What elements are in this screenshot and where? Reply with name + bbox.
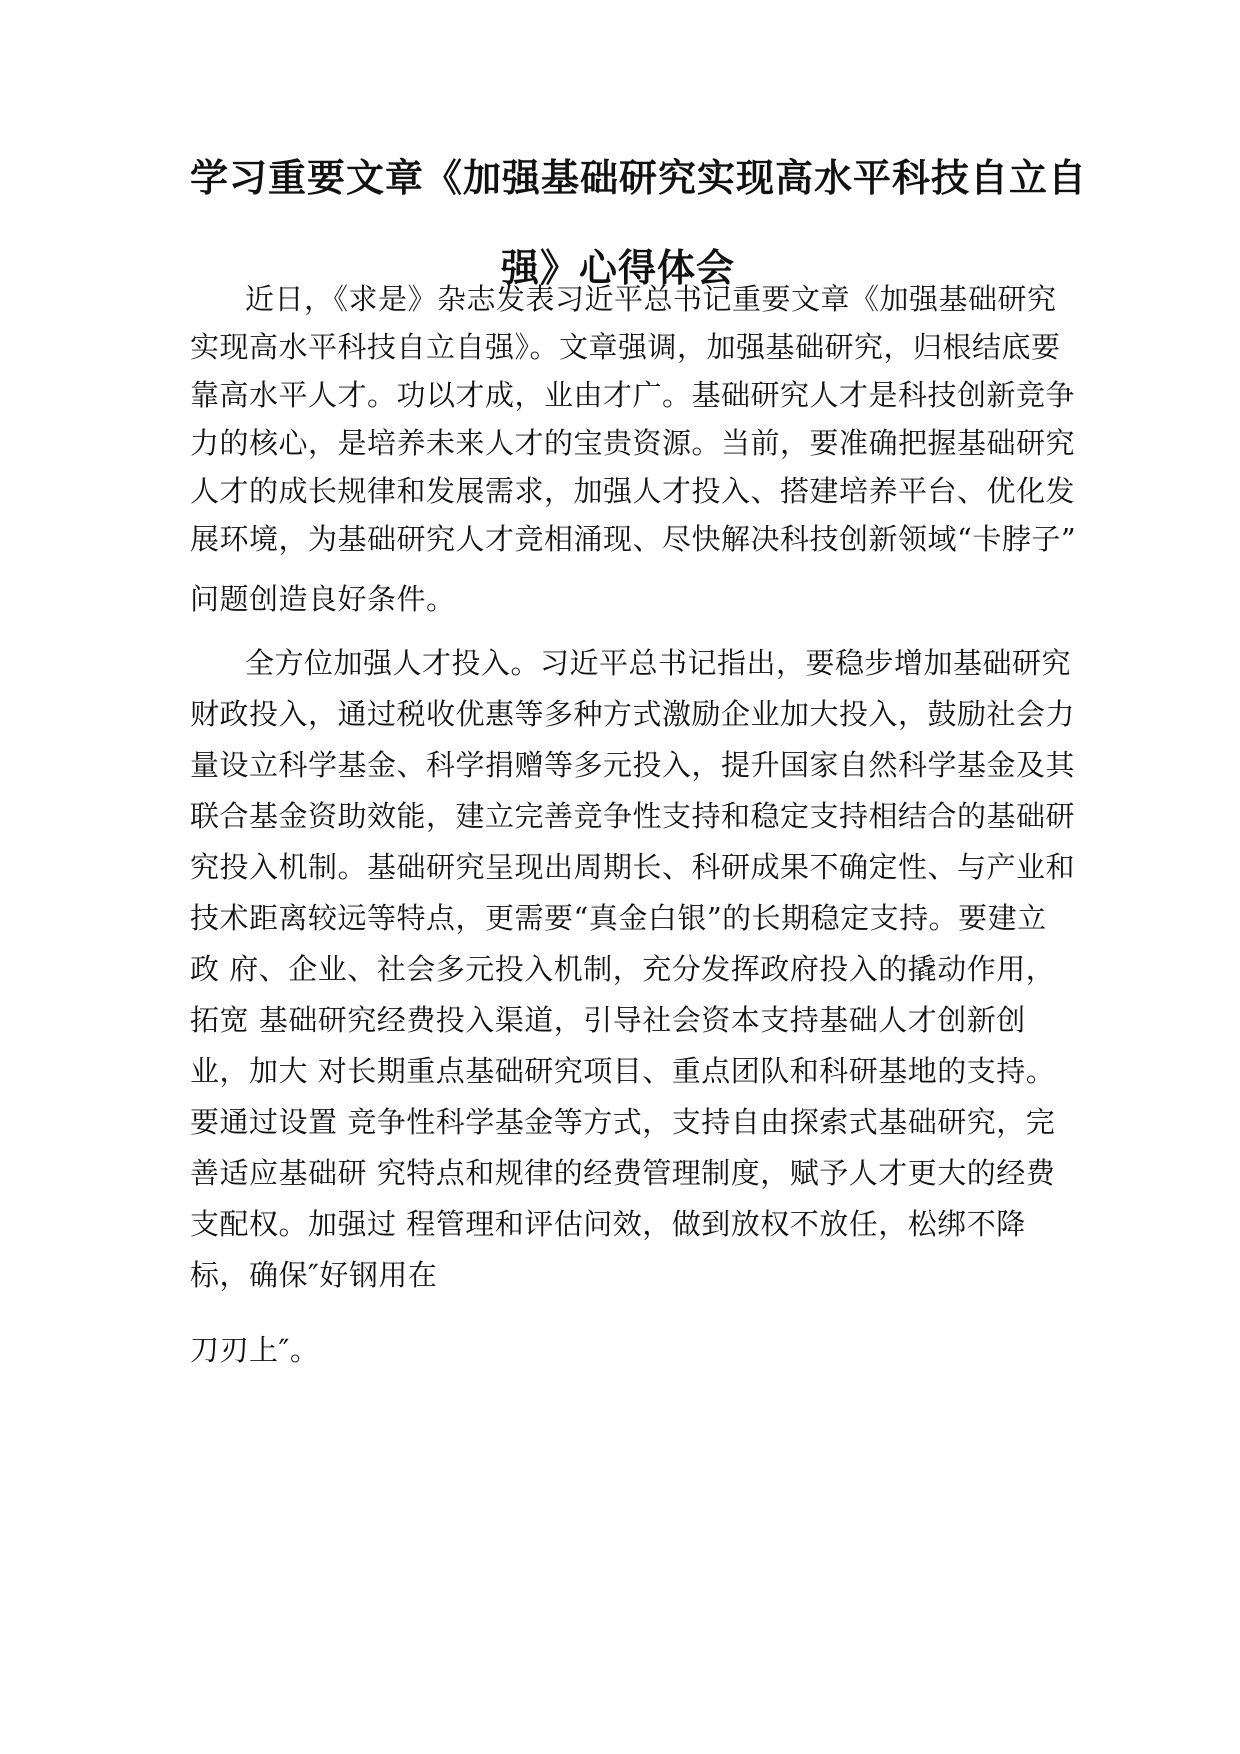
paragraph-1-line-3: 靠高水平人才。功以才成，业由才广。基础研究人才是科技创新竞争 xyxy=(190,378,1076,412)
paragraph-2-line-9: 业，加大 对长期重点基础研究项目、重点团队和科研基地的支持。 xyxy=(190,1054,1056,1088)
paragraph-2-line-1: 全方位加强人才投入。习近平总书记指出，要稳步增加基础研究 xyxy=(245,646,1072,680)
paragraph-2-line-12: 支配权。加强过 程管理和评估问效，做到放权不放任，松绑不降 xyxy=(190,1207,1026,1241)
paragraph-1-line-6: 展环境，为基础研究人才竞相涌现、尽快解决科技创新领域“卡脖子” xyxy=(190,522,1077,556)
paragraph-1-line-5: 人才的成长规律和发展需求，加强人才投入、搭建培养平台、优化发 xyxy=(190,474,1076,508)
paragraph-2-line-6: 技术距离较远等特点，更需要“真金白银”的长期稳定支持。要建立 xyxy=(190,901,1047,935)
paragraph-1-line-4: 力的核心，是培养未来人才的宝贵资源。当前，要准确把握基础研究 xyxy=(190,426,1076,460)
paragraph-1-line-7: 问题创造良好条件。 xyxy=(190,582,456,616)
paragraph-2-line-8: 拓宽 基础研究经费投入渠道，引导社会资本支持基础人才创新创 xyxy=(190,1003,1026,1037)
paragraph-2-line-3: 量设立科学基金、科学捐赠等多元投入，提升国家自然科学基金及其 xyxy=(190,748,1076,782)
paragraph-2-line-14: 刀刃上″。 xyxy=(190,1333,320,1367)
paragraph-1-line-1: 近日，《求是》杂志发表习近平总书记重要文章《加强基础研究 xyxy=(245,282,1057,316)
paragraph-2-line-13: 标，确保″好钢用在 xyxy=(190,1258,438,1292)
paragraph-2-line-10: 要通过设置 竞争性科学基金等方式，支持自由探索式基础研究，完 xyxy=(190,1105,1056,1139)
document-title-line-2: 强》心得体会 xyxy=(501,246,736,290)
paragraph-2-line-5: 究投入机制。基础研究呈现出周期长、科研成果不确定性、与产业和 xyxy=(190,850,1076,884)
paragraph-2-line-4: 联合基金资助效能，建立完善竞争性支持和稳定支持相结合的基础研 xyxy=(190,799,1076,833)
paragraph-2-line-7: 政 府、企业、社会多元投入机制，充分发挥政府投入的撬动作用， xyxy=(190,952,1056,986)
paragraph-2-line-2: 财政投入，通过税收优惠等多种方式激励企业加大投入，鼓励社会力 xyxy=(190,697,1076,731)
paragraph-2-line-11: 善适应基础研 究特点和规律的经费管理制度，赋予人才更大的经费 xyxy=(190,1156,1056,1190)
document-title-line-1: 学习重要文章《加强基础研究实现高水平科技自立自 xyxy=(190,156,1088,200)
paragraph-1-line-2: 实现高水平科技自立自强》。文章强调，加强基础研究，归根结底要 xyxy=(190,330,1061,364)
